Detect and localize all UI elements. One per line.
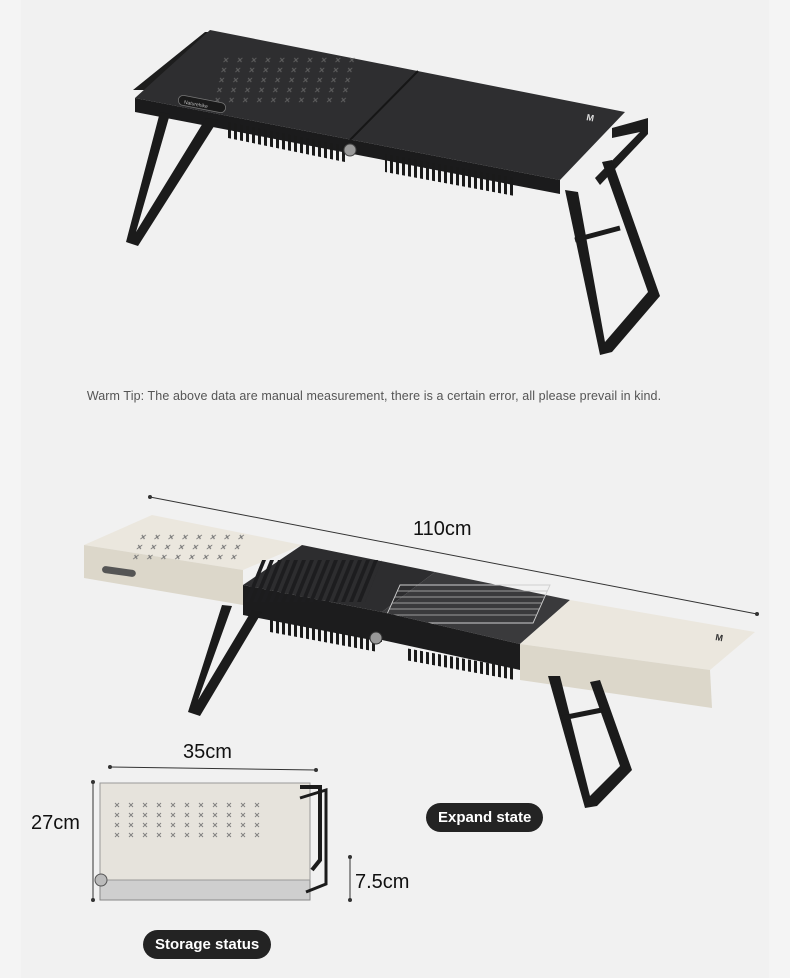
height-label: 7.5cm [355, 871, 410, 893]
black-table [126, 30, 660, 355]
warm-tip: Warm Tip: The above data are manual measurement, there is a certain error, all please prevail in kind. [86, 389, 662, 403]
storage-box [91, 765, 352, 902]
expand-state-badge: Expand state [426, 803, 543, 832]
brand-plate-text: Naturehike [183, 99, 209, 111]
depth-label: 27cm [31, 812, 80, 834]
svg-text:M: M [714, 632, 724, 644]
length-label: 110cm [413, 518, 472, 540]
storage-status-badge: Storage status [143, 930, 271, 959]
width-label: 35cm [183, 741, 232, 763]
svg-text:M: M [585, 112, 595, 124]
